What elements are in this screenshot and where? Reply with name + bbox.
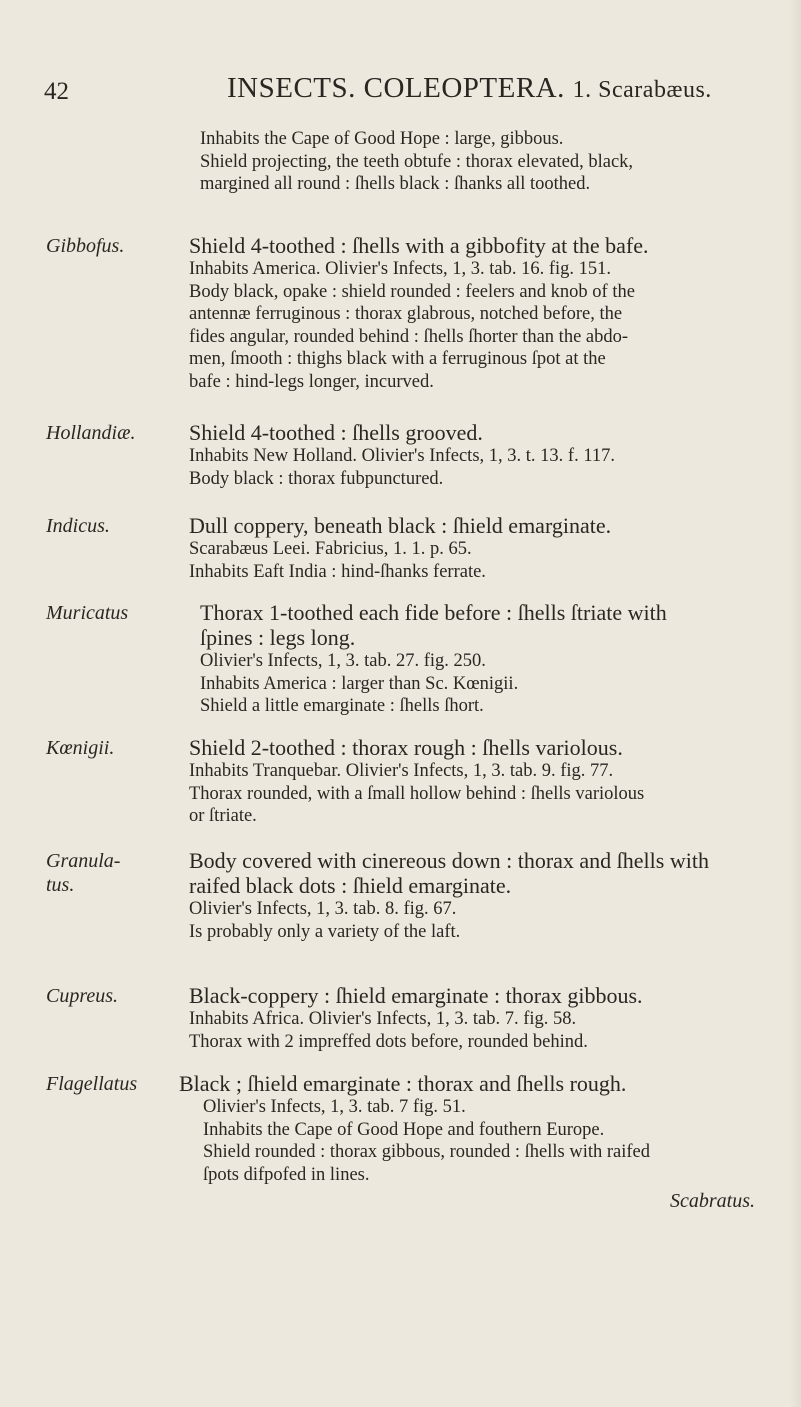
entry-lead-continued: raifed black dots : ſhield emarginate. bbox=[189, 873, 512, 898]
entry-line: Inhabits America : larger than Sc. Kœnigii. bbox=[200, 673, 519, 694]
running-head-section: 1. Scarabæus. bbox=[572, 77, 712, 103]
entry-name: Kœnigii. bbox=[46, 737, 115, 759]
intro-line: Shield projecting, the teeth obtufe : thorax elevated, black, bbox=[200, 151, 634, 172]
page-edge-shadow bbox=[789, 0, 801, 1407]
entry-line: Inhabits New Holland. Olivier's Infects, 1, 3. t. 13. f. 117. bbox=[189, 446, 616, 466]
entry-line: Thorax rounded, with a ſmall hollow behind : ſhells variolous bbox=[189, 783, 645, 804]
entry-lead: Dull coppery, beneath black : ſhield emarginate. bbox=[189, 513, 612, 538]
entry-name-part: tus. bbox=[46, 874, 75, 896]
entry-line: Shield rounded : thorax gibbous, rounded : ſhells with raifed bbox=[203, 1142, 651, 1162]
entry-line: bafe : hind-legs longer, incurved. bbox=[189, 371, 434, 392]
running-head bbox=[227, 72, 712, 105]
intro-body bbox=[200, 128, 777, 196]
entry-name: Flagellatus bbox=[46, 1073, 138, 1095]
page-header bbox=[44, 72, 771, 118]
entry-line: Olivier's Infects, 1, 3. tab. 7 fig. 51. bbox=[203, 1097, 466, 1117]
entry-line: Is probably only a variety of the laft. bbox=[189, 921, 461, 942]
entry-body bbox=[189, 848, 777, 943]
entry-name: Indicus. bbox=[46, 515, 110, 537]
entry-line: ſpots difpofed in lines. bbox=[203, 1164, 370, 1185]
entry-body bbox=[189, 513, 777, 583]
entry-body bbox=[189, 983, 777, 1053]
entry-body bbox=[189, 233, 777, 393]
entry-line: men, ſmooth : thighs black with a ferruginous ſpot at the bbox=[189, 349, 606, 369]
entry-name: Gibbofus. bbox=[46, 235, 125, 257]
entry-line: Inhabits Africa. Olivier's Infects, 1, 3. tab. 7. fig. 58. bbox=[189, 1009, 577, 1029]
entry-line: Shield a little emarginate : ſhells ſhort. bbox=[200, 696, 484, 716]
entry-lead: Body covered with cinereous down : thorax and ſhells with bbox=[189, 848, 709, 873]
entry-lead-continued: ſpines : legs long. bbox=[200, 625, 356, 650]
entry-body bbox=[200, 600, 777, 718]
entry-line: Scarabæus Leei. Fabricius, 1. 1. p. 65. bbox=[189, 539, 472, 559]
entry-line: Olivier's Infects, 1, 3. tab. 8. fig. 67. bbox=[189, 899, 457, 919]
intro-line: margined all round : ſhells black : ſhanks all toothed. bbox=[200, 174, 591, 194]
entry-line: Thorax with 2 impreffed dots before, rounded behind. bbox=[189, 1031, 588, 1052]
running-head-title: INSECTS. COLEOPTERA. bbox=[227, 72, 565, 104]
catchword: Scabratus. bbox=[670, 1190, 755, 1212]
entry-lead: Shield 2-toothed : thorax rough : ſhells variolous. bbox=[189, 735, 623, 760]
intro-line: Inhabits the Cape of Good Hope : large, gibbous. bbox=[200, 129, 564, 149]
page-number: 42 bbox=[44, 78, 69, 105]
entry-name-part: Granula- bbox=[46, 850, 121, 872]
entry-line: Inhabits the Cape of Good Hope and fouthern Europe. bbox=[203, 1119, 605, 1140]
entry-lead: Black ; ſhield emarginate : thorax and ſhells rough. bbox=[179, 1071, 627, 1096]
entry-lead: Shield 4-toothed : ſhells grooved. bbox=[189, 420, 483, 445]
entry-line: Olivier's Infects, 1, 3. tab. 27. fig. 250. bbox=[200, 651, 486, 671]
entry-name: Cupreus. bbox=[46, 985, 119, 1007]
entry-lead: Black-coppery : ſhield emarginate : thorax gibbous. bbox=[189, 983, 643, 1008]
entry-name: Hollandiæ. bbox=[46, 422, 136, 444]
entry-name bbox=[46, 851, 120, 896]
entry-line: antennæ ferruginous : thorax glabrous, notched before, the bbox=[189, 304, 623, 324]
entry-line: Inhabits America. Olivier's Infects, 1, 3. tab. 16. fig. 151. bbox=[189, 259, 612, 279]
entry-body bbox=[179, 1071, 777, 1186]
entry-body bbox=[189, 420, 777, 490]
entry-line: or ſtriate. bbox=[189, 806, 257, 826]
entry-lead: Shield 4-toothed : ſhells with a gibbofity at the bafe. bbox=[189, 233, 649, 258]
entry-lead: Thorax 1-toothed each fide before : ſhells ſtriate with bbox=[200, 600, 667, 625]
entry-name: Muricatus bbox=[46, 602, 129, 624]
entry-line: Body black, opake : shield rounded : feelers and knob of the bbox=[189, 281, 635, 302]
entry-line: Body black : thorax fubpunctured. bbox=[189, 468, 444, 489]
entry-line: Inhabits Eaft India : hind-ſhanks ferrate. bbox=[189, 561, 486, 582]
entry-body bbox=[189, 735, 777, 828]
entry-line: Inhabits Tranquebar. Olivier's Infects, 1, 3. tab. 9. fig. 77. bbox=[189, 761, 614, 781]
entry-line: fides angular, rounded behind : ſhells ſhorter than the abdo- bbox=[189, 326, 629, 347]
